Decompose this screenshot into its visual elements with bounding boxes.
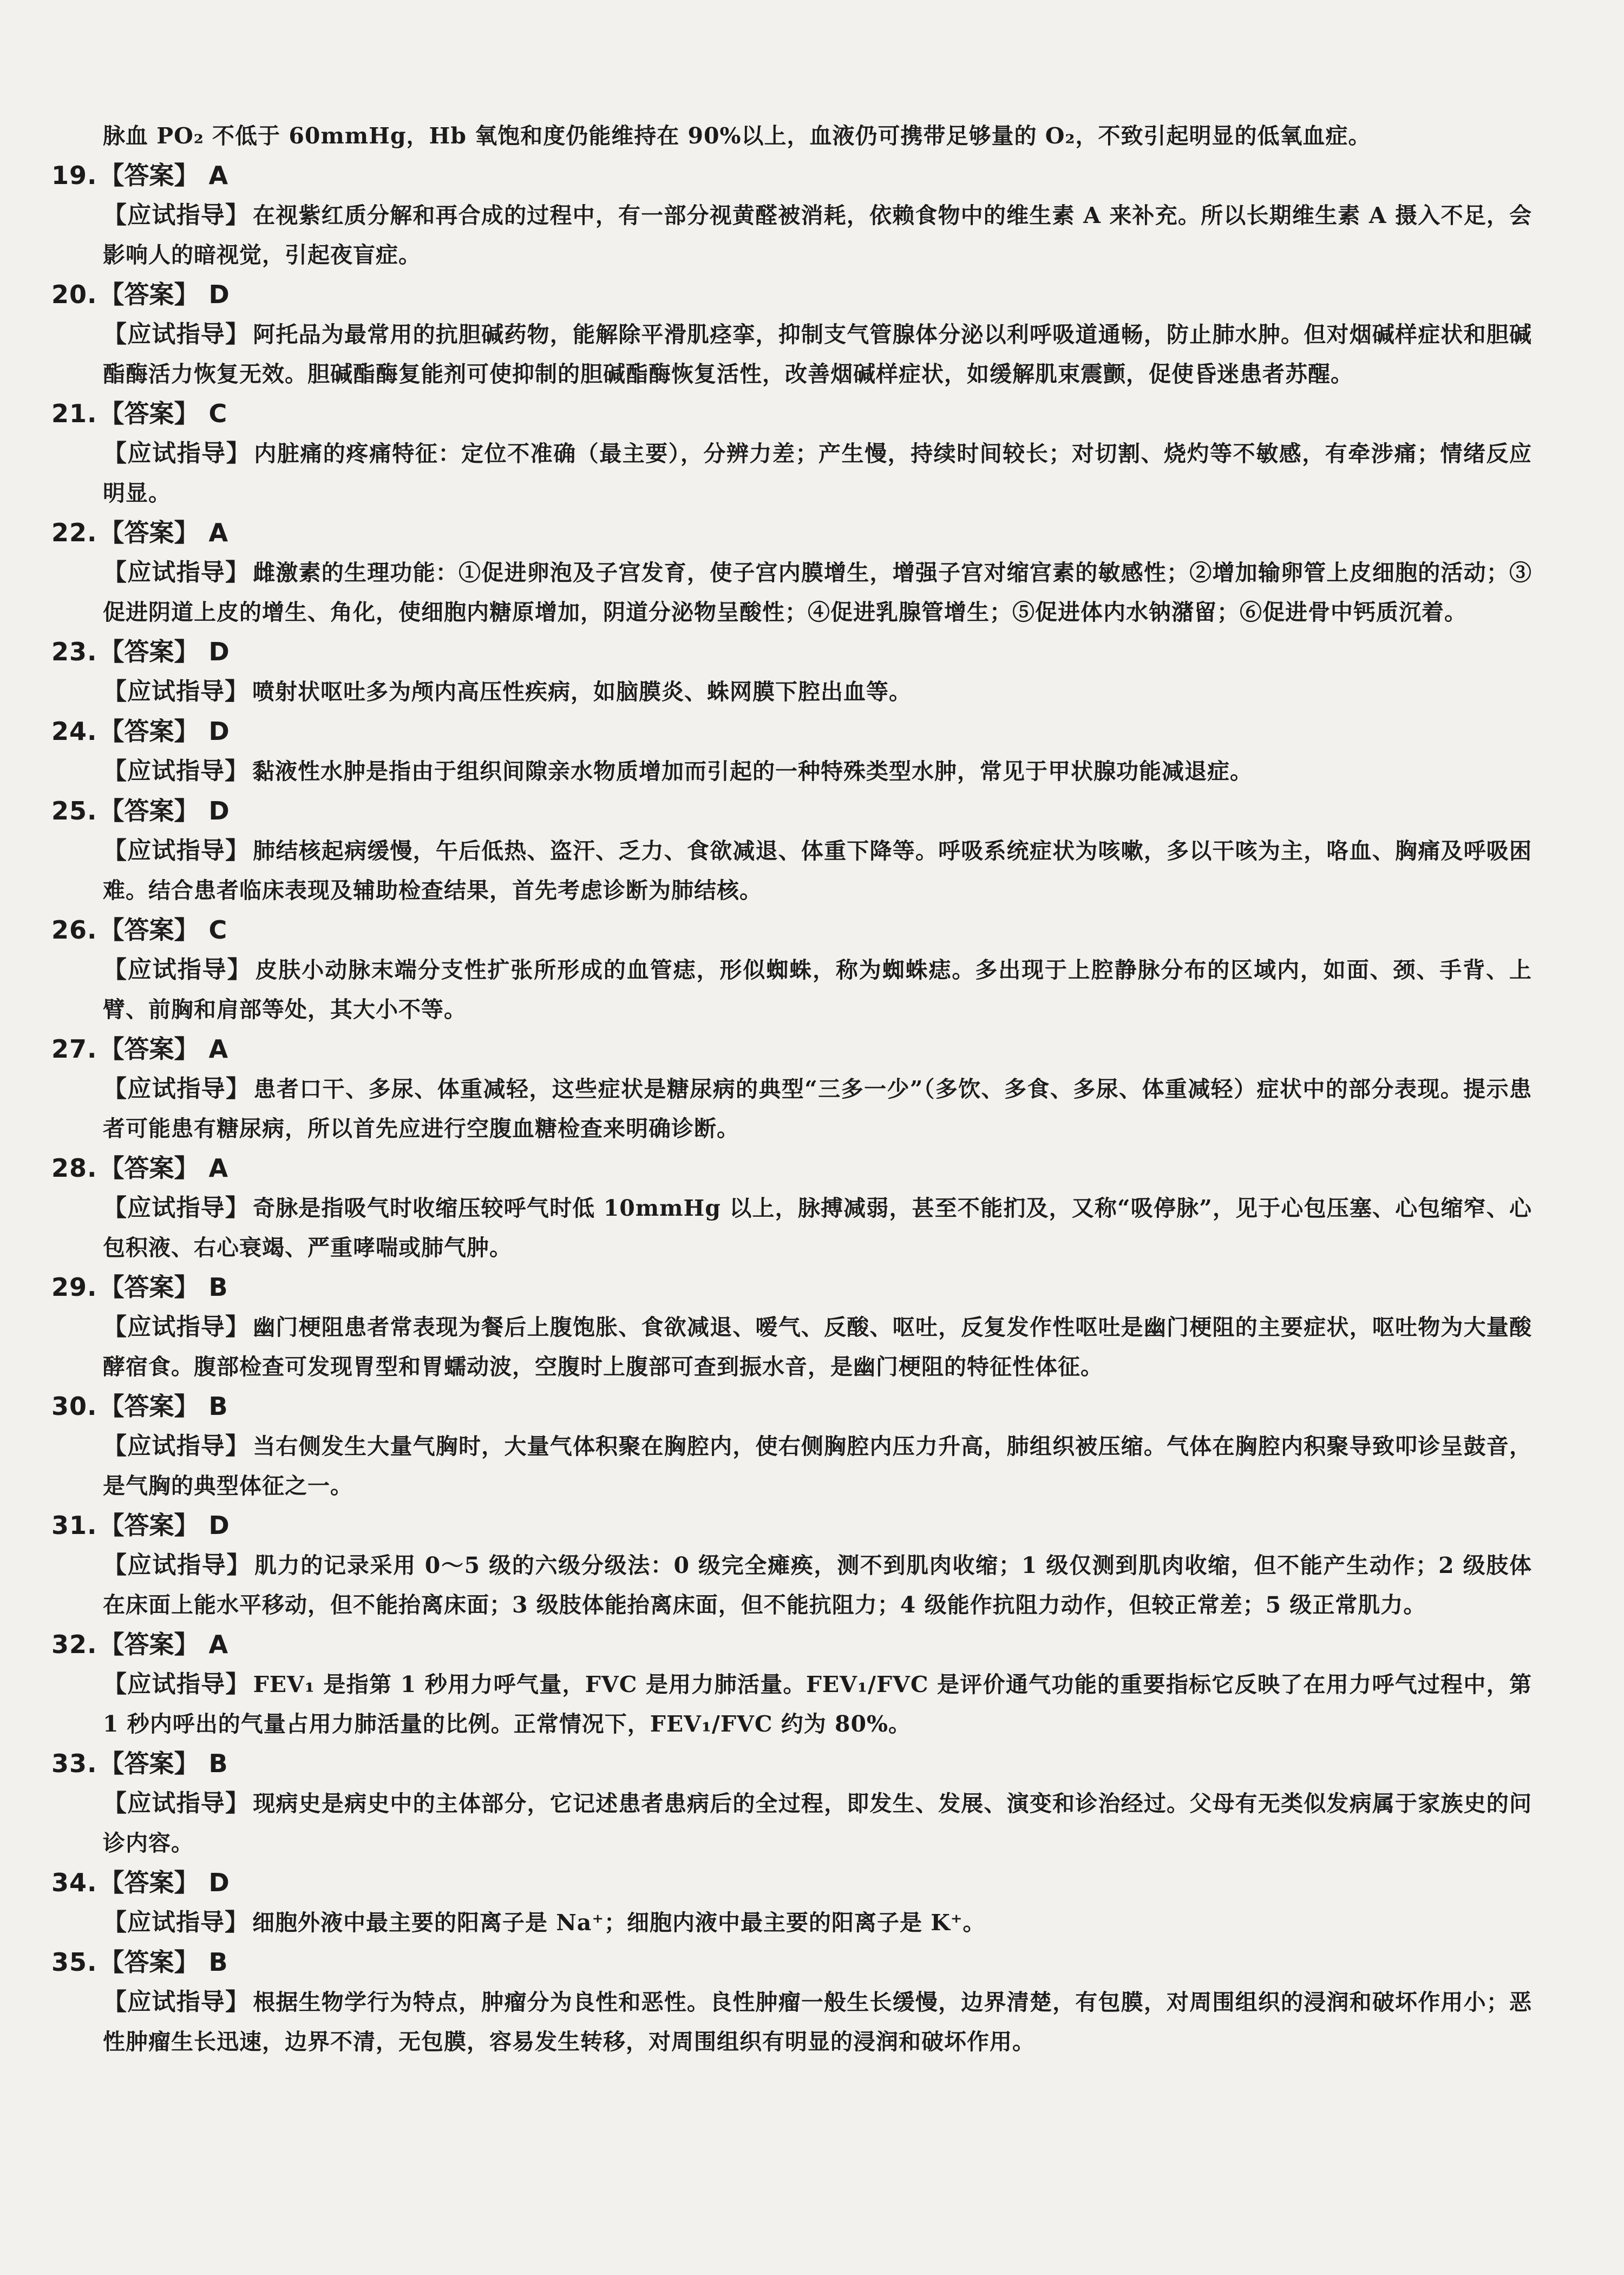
answer-tag: 【答案】 — [99, 1153, 199, 1183]
question-label — [51, 1863, 1532, 1903]
answer-item — [51, 791, 1532, 910]
exam-guide — [103, 1903, 1532, 1943]
guide-text: 患者口干、多尿、体重减轻，这些症状是糖尿病的典型“三多一少”（多饮、多食、多尿、体重减轻）症状中的部分表现。提示患者可能患有糖尿病，所以首先应进行空腹血糖检查来明确诊断。 — [103, 1076, 1532, 1142]
answer-choice: D — [208, 717, 230, 746]
guide-text: FEV₁ 是指第 1 秒用力呼气量，FVC 是用力肺活量。FEV₁/FVC 是评价通气功能的重要指标它反映了在用力呼气过程中，第 1 秒内呼出的气量占用力肺活量的比例。正常情况下，FEV₁/FVC 约为 80%。 — [103, 1671, 1532, 1737]
guide-text: 细胞外液中最主要的阳离子是 Na⁺；细胞内液中最主要的阳离子是 K⁺。 — [252, 1910, 986, 1936]
answer-item — [51, 1268, 1532, 1387]
guide-tag: 【应试指导】 — [103, 837, 250, 864]
guide-tag: 【应试指导】 — [103, 1432, 250, 1460]
guide-tag: 【应试指导】 — [103, 757, 249, 785]
question-label — [51, 910, 1532, 950]
guide-text: 肌力的记录采用 0～5 级的六级分级法：0 级完全瘫痪，测不到肌肉收缩；1 级仅测到肌肉收缩，但不能产生动作；2 级肢体在床面上能水平移动，但不能抬离床面；3 级肢体能抬离床面，但不能抗阻力；4 级能作抗阻力动作，但较正常差；5 级正常肌力。 — [103, 1552, 1532, 1618]
exam-guide — [103, 1545, 1532, 1625]
question-label — [51, 1149, 1532, 1188]
answer-item — [51, 1030, 1532, 1149]
answer-tag: 【答案】 — [99, 161, 199, 190]
answer-item — [51, 712, 1532, 791]
answer-tag: 【答案】 — [99, 637, 199, 666]
question-number: 21. — [51, 399, 97, 428]
exam-guide — [103, 1784, 1532, 1863]
exam-guide — [103, 1188, 1532, 1268]
exam-guide — [103, 553, 1532, 632]
guide-text: 内脏痛的疼痛特征：定位不准确（最主要），分辨力差；产生慢，持续时间较长；对切割、烧灼等不敏感，有牵涉痛；情绪反应明显。 — [103, 441, 1533, 506]
exam-guide — [103, 314, 1532, 394]
question-label — [51, 1387, 1532, 1426]
answer-choice: C — [208, 399, 227, 428]
answer-item — [51, 1625, 1532, 1744]
question-number: 29. — [51, 1273, 97, 1302]
exam-guide — [103, 1426, 1532, 1506]
exam-guide — [103, 831, 1532, 910]
exam-guide — [103, 751, 1532, 791]
guide-text: 黏液性水肿是指由于组织间隙亲水物质增加而引起的一种特殊类型水肿，常见于甲状腺功能减退症。 — [252, 758, 1253, 784]
answer-choice: B — [208, 1948, 228, 1977]
exam-guide — [103, 1982, 1532, 2062]
answer-tag: 【答案】 — [99, 717, 199, 746]
continued-paragraph: 脉血 PO₂ 不低于 60mmHg，Hb 氧饱和度仍能维持在 90%以上，血液仍可携带足够量的 O₂，不致引起明显的低氧血症。 — [103, 123, 1371, 149]
exam-guide — [103, 1069, 1532, 1149]
guide-tag: 【应试指导】 — [103, 320, 250, 348]
guide-tag: 【应试指导】 — [103, 956, 252, 984]
question-number: 27. — [51, 1034, 97, 1064]
question-label — [51, 1744, 1532, 1784]
guide-tag: 【应试指导】 — [103, 1194, 250, 1222]
answer-tag: 【答案】 — [99, 1511, 199, 1540]
answer-choice: D — [208, 1511, 230, 1540]
question-label — [51, 1030, 1532, 1069]
answer-tag: 【答案】 — [99, 796, 199, 825]
question-label — [51, 513, 1532, 553]
answer-choice: A — [208, 161, 228, 190]
answer-item — [51, 513, 1532, 632]
question-number: 31. — [51, 1511, 97, 1540]
answer-choice: C — [208, 915, 227, 945]
guide-text: 雌激素的生理功能：①促进卵泡及子宫发育，使子宫内膜增生，增强子宫对缩宫素的敏感性；②增加输卵管上皮细胞的活动；③促进阴道上皮的增生、角化，使细胞内糖原增加，阴道分泌物呈酸性；④促进乳腺管增生；⑤促进体内水钠潴留；⑥促进骨中钙质沉着。 — [103, 560, 1533, 625]
answer-tag: 【答案】 — [99, 518, 199, 547]
guide-text: 奇脉是指吸气时收缩压较呼气时低 10mmHg 以上，脉搏减弱，甚至不能扪及，又称“吸停脉”，见于心包压塞、心包缩窄、心包积液、右心衰竭、严重哮喘或肺气肿。 — [103, 1195, 1532, 1261]
answer-choice: D — [208, 796, 230, 825]
answer-choice: B — [208, 1273, 228, 1302]
exam-guide — [103, 950, 1532, 1030]
answer-tag: 【答案】 — [99, 399, 199, 428]
guide-text: 在视紫红质分解和再合成的过程中，有一部分视黄醛被消耗，依赖食物中的维生素 A 来补充。所以长期维生素 A 摄入不足，会影响人的暗视觉，引起夜盲症。 — [103, 202, 1532, 268]
answer-tag: 【答案】 — [99, 1948, 199, 1977]
question-number: 33. — [51, 1749, 97, 1778]
answer-item — [51, 1943, 1532, 2062]
guide-text: 喷射状呕吐多为颅内高压性疾病，如脑膜炎、蛛网膜下腔出血等。 — [252, 679, 912, 705]
guide-tag: 【应试指导】 — [103, 1670, 250, 1698]
question-label — [51, 1268, 1532, 1307]
exam-guide — [103, 1307, 1532, 1387]
guide-tag: 【应试指导】 — [103, 1075, 251, 1103]
answer-choice: A — [208, 1034, 228, 1064]
guide-text: 根据生物学行为特点，肿瘤分为良性和恶性。良性肿瘤一般生长缓慢，边界清楚，有包膜，对周围组织的浸润和破坏作用小；恶性肿瘤生长迅速，边界不清，无包膜，容易发生转移，对周围组织有明显的浸润和破坏作用。 — [103, 1989, 1533, 2055]
answer-choice: A — [208, 1630, 228, 1659]
question-number: 23. — [51, 637, 97, 666]
answer-list — [51, 156, 1532, 2062]
question-number: 28. — [51, 1153, 97, 1183]
answer-item — [51, 1149, 1532, 1268]
guide-tag: 【应试指导】 — [103, 440, 251, 467]
answer-item — [51, 156, 1532, 275]
guide-tag: 【应试指导】 — [103, 1789, 250, 1817]
guide-text: 皮肤小动脉末端分支性扩张所形成的血管痣，形似蜘蛛，称为蜘蛛痣。多出现于上腔静脉分布的区域内，如面、颈、手背、上臂、前胸和肩部等处，其大小不等。 — [103, 957, 1533, 1022]
answer-item — [51, 910, 1532, 1030]
question-number: 34. — [51, 1868, 97, 1897]
answer-item — [51, 1863, 1532, 1943]
answer-tag: 【答案】 — [99, 1630, 199, 1659]
answer-choice: D — [208, 280, 230, 309]
answer-item — [51, 394, 1532, 513]
question-label — [51, 1943, 1532, 1982]
guide-text: 阿托品为最常用的抗胆碱药物，能解除平滑肌痉挛，抑制支气管腺体分泌以利呼吸道通畅，防止肺水肿。但对烟碱样症状和胆碱酯酶活力恢复无效。胆碱酯酶复能剂可使抑制的胆碱酯酶恢复活性，改善烟碱样症状，如缓解肌束震颤，促使昏迷患者苏醒。 — [103, 322, 1533, 387]
answer-tag: 【答案】 — [99, 1273, 199, 1302]
answer-tag: 【答案】 — [99, 1749, 199, 1778]
guide-tag: 【应试指导】 — [103, 201, 250, 229]
question-label — [51, 1506, 1532, 1545]
guide-tag: 【应试指导】 — [103, 678, 249, 705]
answer-tag: 【答案】 — [99, 280, 199, 309]
answer-item — [51, 1506, 1532, 1625]
question-number: 25. — [51, 796, 97, 825]
guide-tag: 【应试指导】 — [103, 1909, 249, 1936]
answer-choice: A — [208, 518, 228, 547]
answer-tag: 【答案】 — [99, 1034, 199, 1064]
question-number: 24. — [51, 717, 97, 746]
answer-choice: B — [208, 1749, 228, 1778]
question-number: 26. — [51, 915, 97, 945]
guide-text: 现病史是病史中的主体部分，它记述患者患病后的全过程，即发生、发展、演变和诊治经过。父母有无类似发病属于家族史的问诊内容。 — [103, 1791, 1533, 1856]
question-number: 30. — [51, 1392, 97, 1421]
question-label — [51, 1625, 1532, 1664]
answer-choice: A — [208, 1153, 228, 1183]
answer-item — [51, 1387, 1532, 1506]
guide-text: 幽门梗阻患者常表现为餐后上腹饱胀、食欲减退、嗳气、反酸、呕吐，反复发作性呕吐是幽门梗阻的主要症状，呕吐物为大量酸酵宿食。腹部检查可发现胃型和胃蠕动波，空腹时上腹部可查到振水音，是幽门梗阻的特征性体征。 — [103, 1314, 1533, 1380]
guide-tag: 【应试指导】 — [103, 1551, 252, 1579]
question-number: 35. — [51, 1948, 97, 1977]
question-number: 32. — [51, 1630, 97, 1659]
answer-item — [51, 632, 1532, 712]
question-label — [51, 394, 1532, 434]
exam-guide — [103, 672, 1532, 712]
guide-text: 当右侧发生大量气胸时，大量气体积聚在胸腔内，使右侧胸腔内压力升高，肺组织被压缩。气体在胸腔内积聚导致叩诊呈鼓音，是气胸的典型体征之一。 — [103, 1433, 1533, 1499]
exam-guide — [103, 1664, 1532, 1744]
guide-tag: 【应试指导】 — [103, 1313, 250, 1341]
question-number: 19. — [51, 161, 97, 190]
guide-text: 肺结核起病缓慢，午后低热、盗汗、乏力、食欲减退、体重下降等。呼吸系统症状为咳嗽，多以干咳为主，咯血、胸痛及呼吸困难。结合患者临床表现及辅助检查结果，首先考虑诊断为肺结核。 — [103, 838, 1533, 903]
guide-tag: 【应试指导】 — [103, 559, 250, 586]
exam-guide — [103, 434, 1532, 513]
answer-choice: D — [208, 637, 230, 666]
question-label — [51, 275, 1532, 314]
answer-choice: B — [208, 1392, 228, 1421]
question-label — [51, 791, 1532, 831]
question-number: 22. — [51, 518, 97, 547]
exam-guide — [103, 195, 1532, 275]
guide-tag: 【应试指导】 — [103, 1988, 250, 2016]
answer-tag: 【答案】 — [99, 1868, 199, 1897]
question-label — [51, 156, 1532, 195]
question-label — [51, 632, 1532, 672]
answer-choice: D — [208, 1868, 230, 1897]
question-number: 20. — [51, 280, 97, 309]
answer-tag: 【答案】 — [99, 915, 199, 945]
answer-item — [51, 1744, 1532, 1863]
answer-tag: 【答案】 — [99, 1392, 199, 1421]
answer-item — [51, 275, 1532, 394]
question-label — [51, 712, 1532, 751]
